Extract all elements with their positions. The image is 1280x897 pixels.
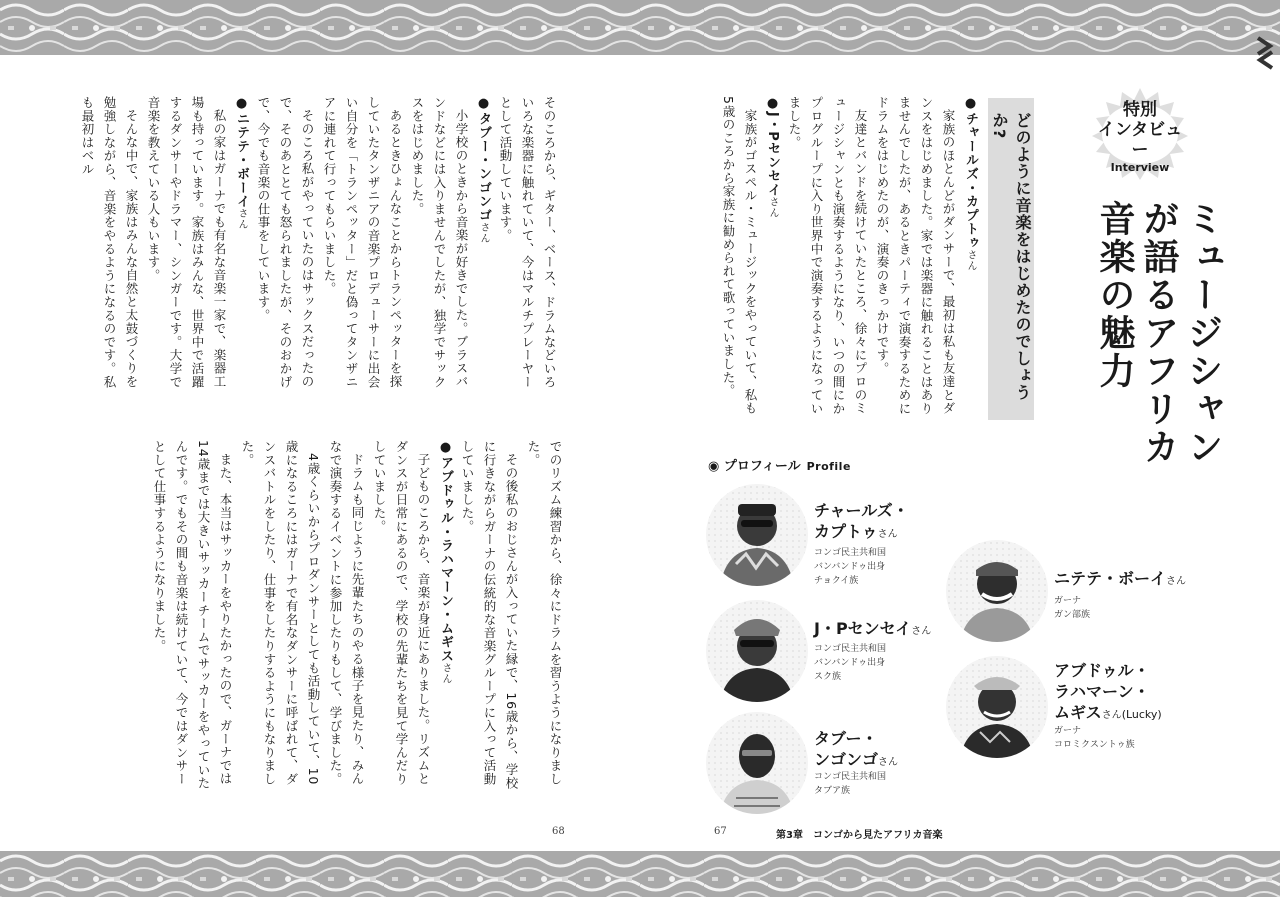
page-number-left: 68: [552, 826, 565, 837]
avatar-taboo: [706, 712, 808, 814]
paragraph: そのころから、ギター、ベース、ドラムなどいろいろな楽器に触れていて、今はマルチプレーヤーとして活動しています。: [498, 96, 557, 389]
paragraph: あるときひょんなことからトランペッターを探していたタンザニアの音楽プロデューサーに出会い自分を「トランペッター」だと偽ってタンザニアに連れて行ってもらいました。: [322, 96, 403, 389]
avatar-nitete: [946, 540, 1048, 642]
badge-line-3: Interview: [1110, 161, 1170, 174]
profile-name: ニテテ・ボーイさん: [1054, 569, 1187, 588]
profile-origin: ガーナ コロミクスントゥ族: [1054, 726, 1135, 750]
paragraph: また、本当はサッカーをやりたかったので、ガーナでは14歳までは大きいサッカーチームでサッカーをやっていたんです。でもその間も音楽は続けていて、今ではダンサーとして仕事するようになりました。: [152, 440, 233, 791]
question-heading-text: どのように音楽をはじめたのでしょうか?: [990, 112, 1032, 401]
badge-line-2: インタビュー: [1097, 120, 1183, 160]
profile-heading: ◉ プロフィール Profile: [708, 459, 851, 474]
profile-name: タブー・ ンゴンゴさん: [814, 729, 899, 769]
page-corner-arrows-icon: [1254, 36, 1276, 70]
badge-line-1: 特別: [1123, 100, 1157, 120]
profile-origin: コンゴ民主共和国 バンバンドゥ出身 スク族: [814, 644, 887, 682]
special-interview-badge: [1092, 100, 1188, 176]
interview-left-lower-column: [136, 440, 566, 796]
avatar-abdul: [946, 656, 1048, 758]
avatar-charles: [706, 484, 808, 586]
profile-origin: コンゴ民主共和国 バンバンドゥ出身 チョクイ族: [814, 548, 887, 586]
profile-name: アブドゥル・ ラハマーン・ ムギスさん(Lucky): [1054, 661, 1162, 722]
speaker-heading: ●チャールズ・カプトゥさん: [963, 96, 978, 272]
paragraph: 小学校のときから音楽が好きでした。ブラスバンドなどには入りませんでしたが、独学でサックスをはじめました。: [410, 96, 469, 389]
paragraph: 子どものころから、音楽が身近にありました。リズムとダンスが日常にあるので、学校の先輩たちを見て学んだりしていました。: [372, 440, 431, 786]
paragraph: 家族のほとんどがダンサーで、最初は私も友達とダンスをはじめました。家では楽器に触れることはありませんでしたが、あるときパーティで演奏するためにドラムをはじめたのが、演奏のきっかけです。: [875, 96, 956, 416]
avatar-jp-sensei: [706, 600, 808, 702]
speaker-heading: ●J・Pセンセイさん: [765, 96, 780, 219]
paragraph: そのころ私がやっていたのはサックスだったので、そのあととても怒られましたが、そのおかげで、今でも音楽の仕事をしています。: [256, 96, 315, 389]
speaker-heading: ●アブドゥル・ラハマーン・ムギスさん: [438, 440, 453, 685]
paragraph: そんな中で、家族はみんな自然と太鼓づくりを勉強しながら、音楽をやるようになるのです。私も最初はベル: [80, 96, 139, 389]
interview-right-column: [721, 96, 981, 416]
chapter-footer: 第3章 コンゴから見たアフリカ音楽: [776, 830, 943, 841]
profile-name: チャールズ・ カプトゥさん: [814, 501, 909, 541]
speaker-heading: ●ニテテ・ボーイさん: [234, 96, 249, 231]
page-title: ミュージシャンが語るアフリカ音楽の魅力: [1094, 200, 1223, 466]
profile-name: J・Pセンセイさん: [814, 619, 932, 638]
paragraph: 家族がゴスペル・ミュージックをやっていて、私も5歳のころから家族に勧められて歌っていました。: [721, 96, 758, 415]
paragraph: 友達とバンドを続けていたところ、徐々にプロのミュージシャンとも演奏するようになり、いつの間にかプログループに入り世界中で演奏するようになっていました。: [787, 96, 868, 416]
decorative-pattern-band-top: [0, 0, 1280, 55]
profile-origin: ガーナ ガン部族: [1054, 596, 1091, 620]
paragraph: でのリズム練習から、徐々にドラムを習うようになりました。: [526, 440, 563, 786]
profile-origin: コンゴ民主共和国 タブア族: [814, 772, 887, 796]
question-heading: [988, 98, 1034, 420]
paragraph: 私の家はガーナでも有名な音楽一家で、楽器工場も持っています。家族はみんな、世界中で活躍するダンサーやドラマー、シンガーです。大学で音楽を教えている人もいます。: [146, 96, 227, 389]
paragraph: その後私のおじさんが入っていた縁で、16歳から、学校に行きながらガーナの伝統的な音楽グループに入って活動していました。: [460, 440, 519, 790]
interview-left-upper-column: [80, 96, 560, 396]
speaker-heading: ●タブー・ンゴンゴさん: [476, 96, 491, 244]
paragraph: ドラムも同じように先輩たちのやる様子を見たり、みんなで演奏するイベントに参加したりもして、学びました。: [328, 440, 365, 786]
paragraph: 4歳くらいからプロダンサーとしても活動していて、10歳になるころにはガーナで有名なダンサーに呼ばれて、ダンスバトルをしたり、仕事をしたりするようにもなりました。: [240, 440, 321, 786]
decorative-pattern-band-bottom: [0, 851, 1280, 897]
page-number-right: 67: [714, 826, 727, 837]
